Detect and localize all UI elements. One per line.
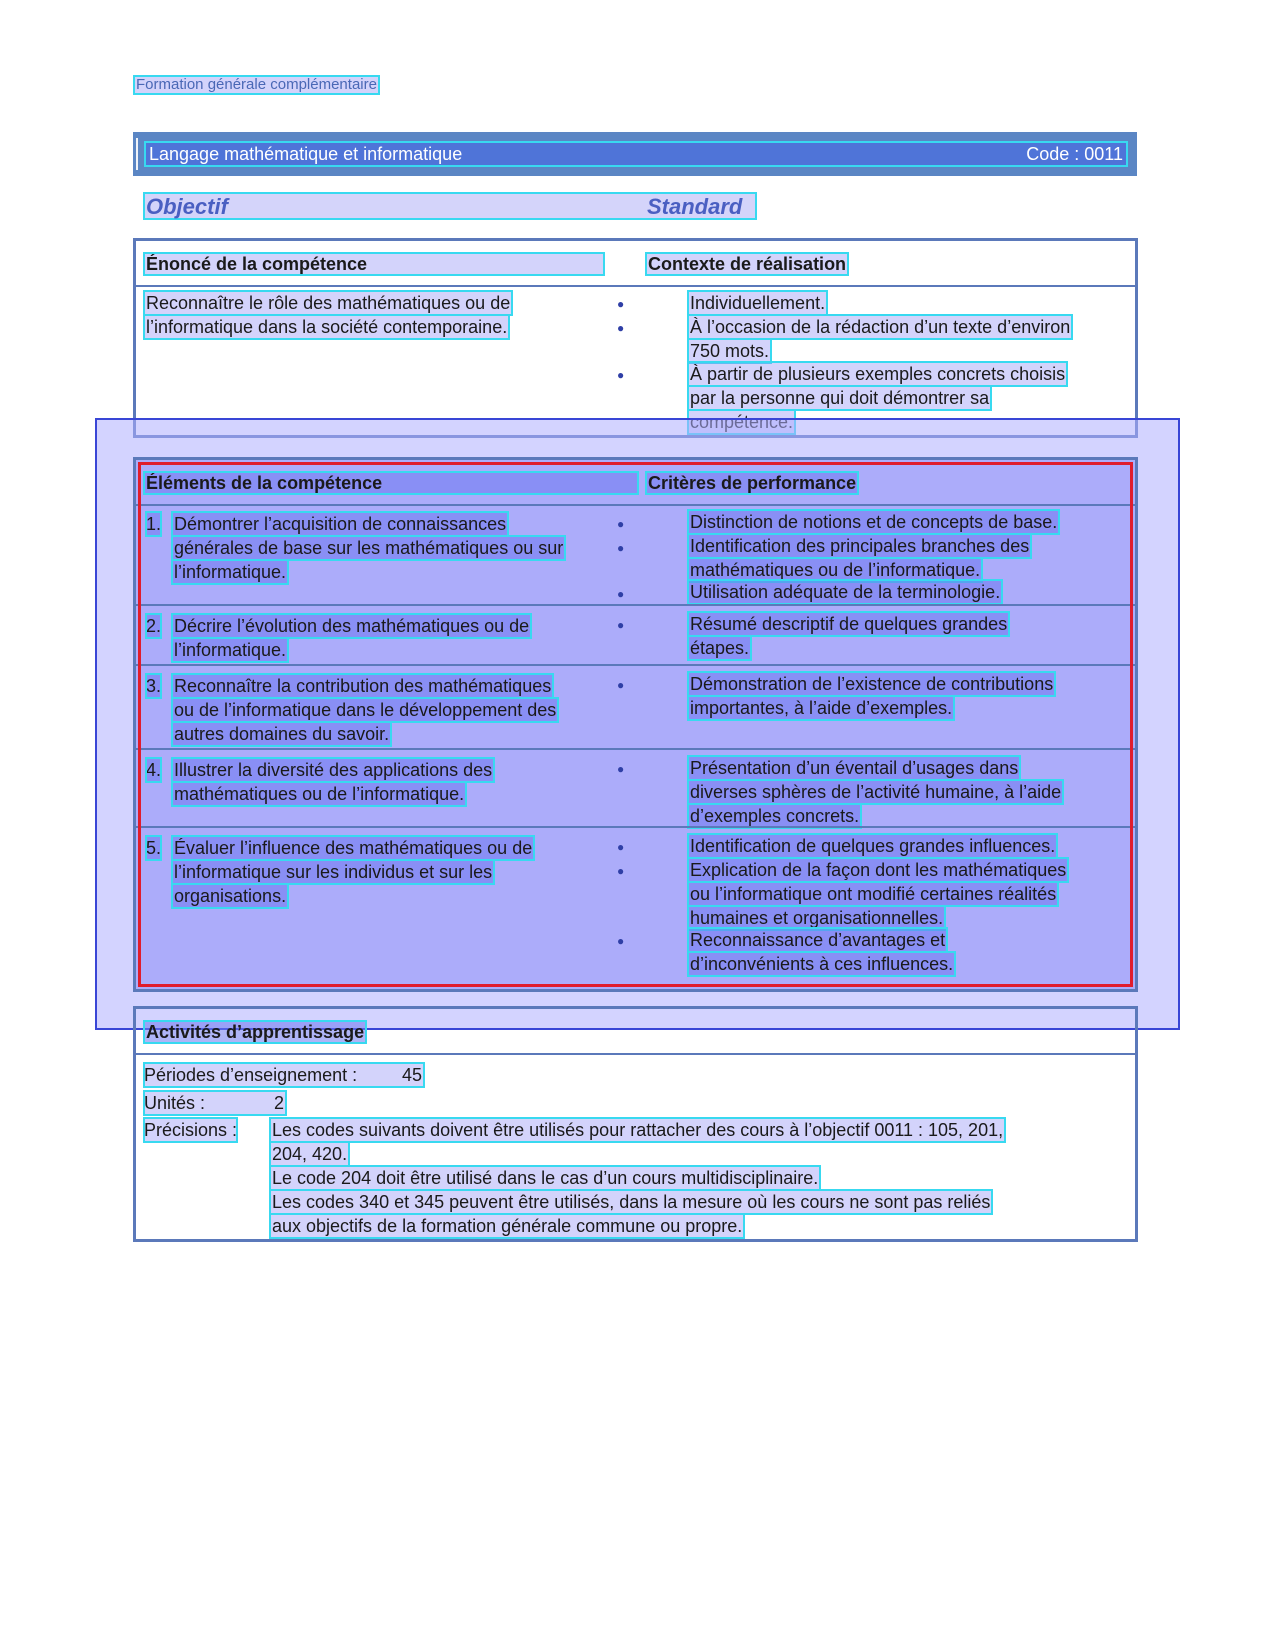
element-row-5	[136, 826, 1135, 988]
title-bar	[133, 132, 1137, 176]
bullet-icon: ●	[617, 587, 625, 601]
bullet-icon: ●	[617, 368, 625, 382]
course-code: Code : 0011	[1026, 144, 1123, 164]
criterion-line: étapes.	[690, 638, 750, 658]
context-line: À partir de plusieurs exemples concrets choisis	[690, 364, 1066, 384]
criterion	[688, 756, 1063, 828]
criterion-line: humaines et organisationnelles.	[690, 908, 944, 928]
activites-section	[133, 1006, 1138, 1242]
criterion-line: Identification des principales branches des	[690, 536, 1030, 556]
element-line: autres domaines du savoir.	[174, 724, 390, 744]
element-number: 1.	[146, 514, 162, 534]
bullet-icon: ●	[617, 840, 625, 854]
criterion-line: diverses sphères de l’activité humaine, à l’aide	[690, 782, 1062, 802]
unites-value: 2	[274, 1093, 285, 1113]
element-line: générales de base sur les mathématiques ou sur	[174, 538, 564, 558]
page-header: Formation générale complémentaire	[136, 76, 377, 93]
context-line: 750 mots.	[690, 341, 770, 361]
element-line: ou de l’informatique dans le développement des	[174, 700, 557, 720]
title-accent	[136, 138, 138, 170]
element-text	[172, 512, 565, 584]
element-line: mathématiques ou de l’informatique.	[174, 784, 465, 804]
element-row-2	[136, 604, 1135, 666]
precision-line: Les codes suivants doivent être utilisés pour rattacher des cours à l’objectif 0011 : 105, 201,	[272, 1120, 1004, 1140]
criterion-line: ou l’informatique ont modifié certaines réalités	[690, 884, 1057, 904]
criterion	[688, 834, 1057, 858]
precisions-text	[270, 1118, 1005, 1238]
element-line: Décrire l’évolution des mathématiques ou de	[174, 616, 530, 636]
unites-label: Unités :	[144, 1093, 206, 1113]
precision-line: Les codes 340 et 345 peuvent être utilisés, dans la mesure où les cours ne sont pas reliés	[272, 1192, 991, 1212]
bullet-icon: ●	[617, 541, 625, 555]
criterion-line: Démonstration de l’existence de contributions	[690, 674, 1054, 694]
criterion	[688, 928, 955, 976]
element-line: Évaluer l’influence des mathématiques ou de	[174, 838, 533, 858]
criterion-line: d’exemples concrets.	[690, 806, 860, 826]
statement-line: l’informatique dans la société contemporaine.	[146, 317, 508, 337]
element-line: l’informatique sur les individus et sur les	[174, 862, 493, 882]
criterion-line: d’inconvénients à ces influences.	[690, 954, 954, 974]
bullet-icon: ●	[617, 321, 625, 335]
context-line: À l’occasion de la rédaction d’un texte d’environ	[690, 317, 1071, 337]
activites-header	[136, 1009, 1135, 1055]
bullet-icon: ●	[617, 864, 625, 878]
elements-section	[133, 457, 1138, 992]
bullet-icon: ●	[617, 934, 625, 948]
enonce-header-left: Énoncé de la compétence	[144, 253, 604, 275]
element-row-3	[136, 664, 1135, 750]
criterion	[688, 858, 1068, 930]
element-line: Illustrer la diversité des applications des	[174, 760, 493, 780]
criterion	[688, 672, 1055, 720]
elements-header-right: Critères de performance	[648, 473, 857, 493]
elements-header	[136, 460, 1135, 506]
criterion-line: Utilisation adéquate de la terminologie.	[690, 582, 1001, 602]
activites-title: Activités d’apprentissage	[146, 1022, 365, 1042]
enonce-header	[136, 241, 1135, 287]
context-item	[688, 291, 827, 315]
criterion-line: Explication de la façon dont les mathématiques	[690, 860, 1067, 880]
periodes-value: 45	[402, 1065, 423, 1085]
element-line: l’informatique.	[174, 640, 287, 660]
objectif-standard-row	[144, 193, 756, 219]
criterion-line: Reconnaissance d’avantages et	[690, 930, 946, 950]
element-number: 2.	[146, 616, 162, 636]
criterion-line: mathématiques ou de l’informatique.	[690, 560, 981, 580]
element-row-4	[136, 748, 1135, 828]
bullet-icon: ●	[617, 517, 625, 531]
context-line: par la personne qui doit démontrer sa	[690, 388, 990, 408]
element-line: l’informatique.	[174, 562, 287, 582]
criterion	[688, 510, 1059, 534]
criterion	[688, 534, 1031, 582]
criterion-line: Distinction de notions et de concepts de base.	[690, 512, 1058, 532]
element-line: Démontrer l’acquisition de connaissances	[174, 514, 507, 534]
elements-header-left: Éléments de la compétence	[144, 472, 638, 494]
element-text	[172, 674, 558, 746]
element-line: Reconnaître la contribution des mathématiques	[174, 676, 552, 696]
element-line: organisations.	[174, 886, 287, 906]
enonce-header-right: Contexte de réalisation	[648, 254, 847, 274]
precision-line: aux objectifs de la formation générale commune ou propre.	[272, 1216, 743, 1236]
statement-line: Reconnaître le rôle des mathématiques ou de	[146, 293, 511, 313]
competence-statement	[144, 291, 512, 339]
enonce-section	[133, 238, 1138, 438]
bullet-icon: ●	[617, 762, 625, 776]
element-text	[172, 758, 494, 806]
criterion	[688, 580, 1002, 604]
element-text	[172, 614, 531, 662]
precision-line: Le code 204 doit être utilisé dans le cas d’un cours multidisciplinaire.	[272, 1168, 819, 1188]
criterion-line: Identification de quelques grandes influences.	[690, 836, 1056, 856]
criterion-line: Présentation d’un éventail d’usages dans	[690, 758, 1019, 778]
context-line: Individuellement.	[690, 293, 826, 313]
course-title: Langage mathématique et informatique	[149, 144, 463, 164]
periodes-row	[144, 1063, 424, 1087]
bullet-icon: ●	[617, 618, 625, 632]
standard-label: Standard	[647, 194, 743, 219]
element-row-1	[136, 504, 1135, 606]
criterion-line: Résumé descriptif de quelques grandes	[690, 614, 1008, 634]
bullet-icon: ●	[617, 297, 625, 311]
precisions-label: Précisions :	[144, 1120, 238, 1140]
unites-row	[144, 1091, 286, 1115]
element-number: 4.	[146, 760, 162, 780]
objectif-label: Objectif	[146, 194, 228, 219]
periodes-label: Périodes d’enseignement :	[144, 1065, 358, 1085]
context-item	[688, 315, 1072, 363]
criterion	[688, 612, 1009, 660]
element-text	[172, 836, 534, 908]
element-number: 5.	[146, 838, 162, 858]
element-number: 3.	[146, 676, 162, 696]
title-bar-inner	[145, 142, 1127, 166]
precision-line: 204, 420.	[272, 1144, 348, 1164]
bullet-icon: ●	[617, 678, 625, 692]
criterion-line: importantes, à l’aide d’exemples.	[690, 698, 953, 718]
